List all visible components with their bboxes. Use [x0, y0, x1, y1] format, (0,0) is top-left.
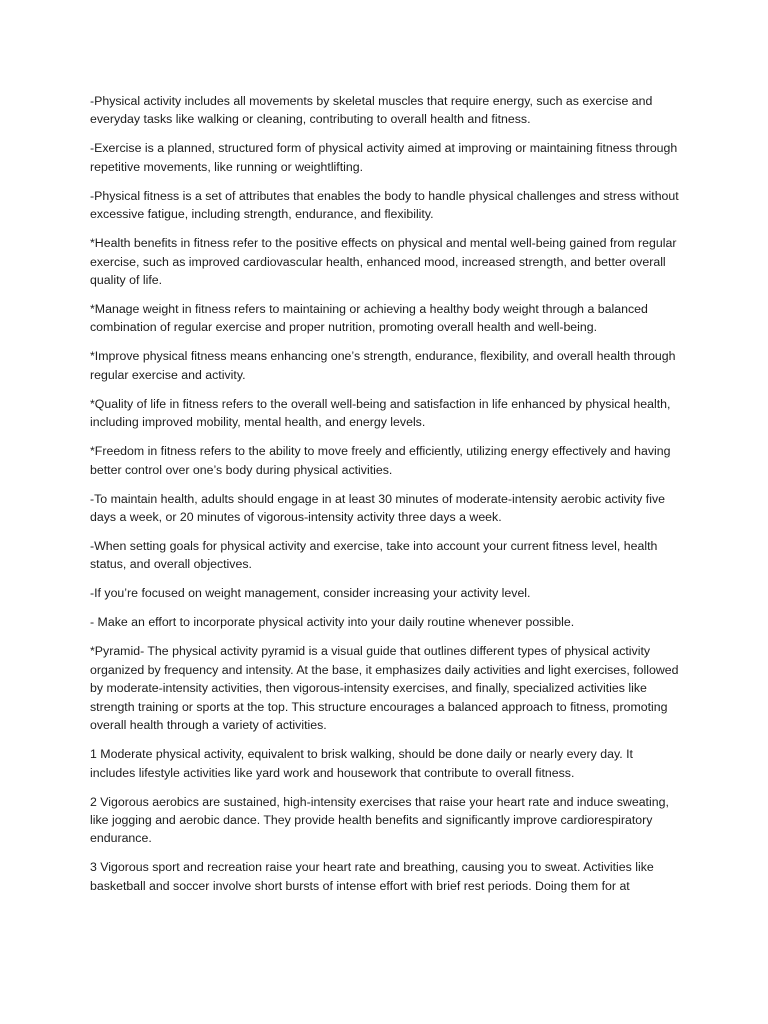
paragraph-exercise: -Exercise is a planned, structured form of physical activity aimed at improving or maintaining fitness through repetitive movements, like running or weightlifting.	[90, 141, 678, 174]
paragraph-physical-activity: -Physical activity includes all movements by skeletal muscles that require energy, such as exercise and everyday tasks like walking or cleaning, contributing to overall health and fitness.	[90, 94, 653, 127]
paragraph-moderate-activity: 1 Moderate physical activity, equivalent to brisk walking, should be done daily or nearly every day. It includes lifestyle activities like yard work and housework that contribute to overall fitness.	[90, 747, 633, 780]
paragraph-maintain-health: -To maintain health, adults should engage in at least 30 minutes of moderate-intensity aerobic activity five days a week, or 20 minutes of vigorous-intensity activity three days a week.	[90, 491, 665, 525]
paragraph-freedom: *Freedom in fitness refers to the ability to move freely and efficiently, utilizing energy effectively and having better control over one’s body during physical activities.	[90, 444, 671, 477]
paragraph-manage-weight: *Manage weight in fitness refers to maintaining or achieving a healthy body weight through a balanced combination of regular exercise and proper nutrition, promoting overall health and well-being.	[90, 302, 648, 335]
paragraph-pyramid: *Pyramid- The physical activity pyramid is a visual guide that outlines different types of physical activity organized by frequency and intensity. At the base, it emphasizes daily activities and light exercises, followed by moderate-intensity activities, then vigorous-intensity exercises, and finally, specialized activities like strength training or sports at the top. This structure encourages a balanced approach to fitness, promoting overall health through a variety of activities.	[90, 644, 679, 733]
paragraph-vigorous-aerobics: 2 Vigorous aerobics are sustained, high-intensity exercises that raise your heart rate and induce sweating, like jogging and aerobic dance. They provide health benefits and significantly improve cardiorespiratory endurance.	[90, 794, 669, 846]
paragraph-improve-fitness: *Improve physical fitness means enhancing one’s strength, endurance, flexibility, and overall health through regular exercise and activity.	[90, 349, 676, 382]
paragraph-setting-goals: -When setting goals for physical activity and exercise, take into account your current fitness level, health status, and overall objectives.	[90, 539, 658, 572]
paragraph-quality-of-life: *Quality of life in fitness refers to the overall well-being and satisfaction in life enhanced by physical health, including improved mobility, mental health, and energy levels.	[90, 396, 671, 430]
paragraph-physical-fitness: -Physical fitness is a set of attributes that enables the body to handle physical challenges and stress without excessive fatigue, including strength, endurance, and flexibility.	[90, 188, 679, 222]
paragraph-health-benefits: *Health benefits in fitness refer to the positive effects on physical and mental well-being gained from regular exercise, such as improved cardiovascular health, enhanced mood, increased strength, and better overall quality of life.	[90, 236, 677, 288]
paragraph-daily-routine: - Make an effort to incorporate physical activity into your daily routine whenever possible.	[90, 615, 575, 630]
paragraph-weight-management: -If you’re focused on weight management, consider increasing your activity level.	[90, 586, 531, 601]
paragraph-vigorous-sport: 3 Vigorous sport and recreation raise your heart rate and breathing, causing you to sweat. Activities like basketball and soccer involve short bursts of intense effort with brief rest periods. Doing them for at	[90, 860, 654, 893]
document-body	[90, 92, 680, 895]
